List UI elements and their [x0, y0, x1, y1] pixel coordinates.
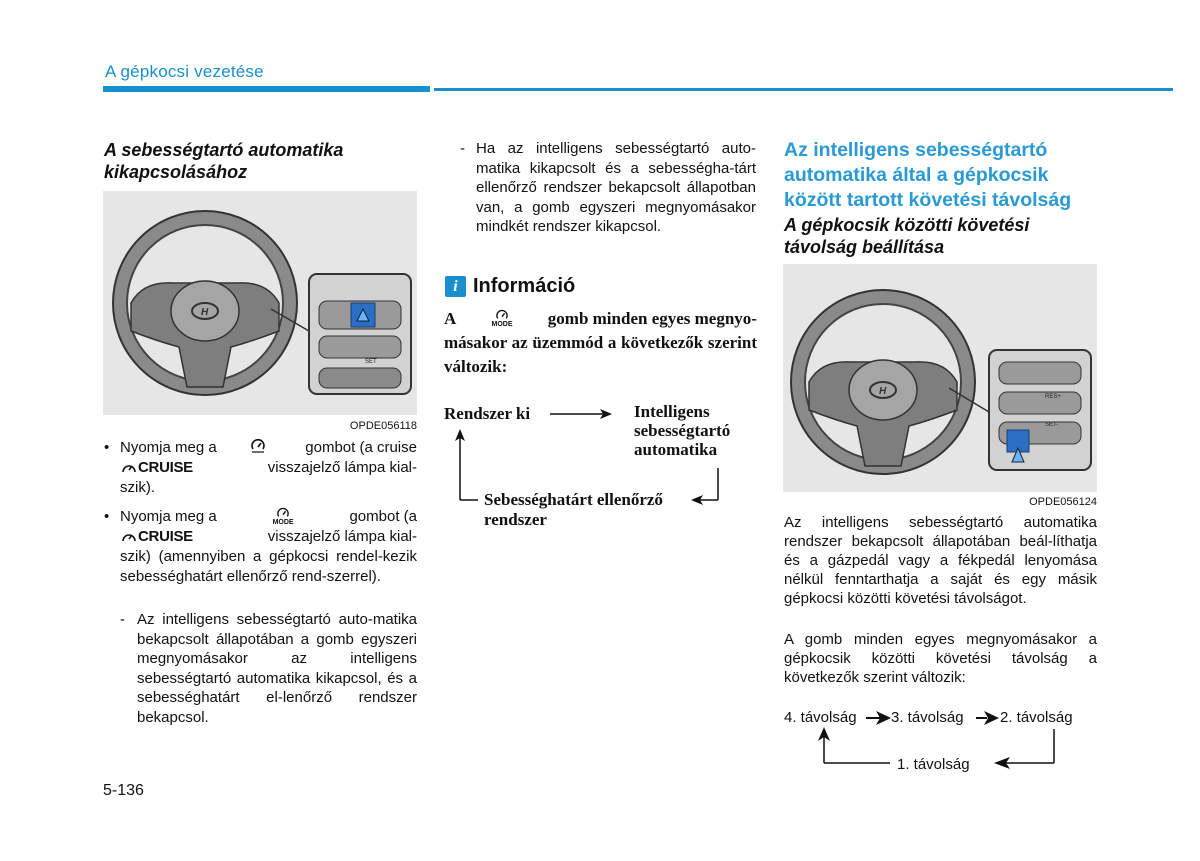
- distance-2: 2. távolság: [1000, 709, 1073, 726]
- bullet1-line1: [120, 438, 417, 460]
- info-title: Információ: [473, 275, 576, 297]
- right-heading-italic: A gépkocsik közötti követési távolság beállítása: [784, 215, 1030, 257]
- node-speed-limiter-l1: Sebességhatárt ellenőrző: [484, 490, 663, 509]
- bullet1-text-a: Nyomja meg a: [120, 439, 217, 456]
- steering-wheel-figure-2: [783, 264, 1097, 492]
- svg-text:H: H: [201, 307, 209, 318]
- dash-marker-left: -: [120, 611, 125, 628]
- info-text-rest: másakor az üzemmód a következők szerint változik:: [444, 333, 757, 376]
- bullet1-line3: szik).: [120, 479, 155, 496]
- info-text-a: A: [444, 309, 457, 328]
- svg-text:SET-: SET-: [1045, 422, 1059, 428]
- distance-1: 1. távolság: [897, 756, 970, 773]
- distance-flow-arrows: [780, 705, 1090, 777]
- page-number: 5-136: [103, 782, 144, 799]
- left-sub-dash: Az intelligens sebességtartó auto-matika bekapcsolt állapotában a gomb egyszeri megnyomásakor az intelligens sebességtartó automatika kikapcsol, és a sebességhatárt el-lenőrző rendszer bekapcsol.: [137, 611, 417, 726]
- info-mode-label: MODE: [491, 321, 513, 328]
- middle-dash-text: Ha az intelligens sebességtartó auto-matika kikapcsolt és a sebességha-tárt ellenőrző rendszer bekapcsolt állapotban van, a gomb egyszeri megnyomásakor mindkét rendszer kikapcsol.: [476, 140, 756, 235]
- bullet-marker-2: •: [104, 508, 110, 525]
- cruise-speed-icon: [250, 438, 272, 460]
- distance-4: 4. távolság: [784, 709, 857, 726]
- steering-wheel-illustration-2: [783, 264, 1097, 492]
- figure-caption-2: OPDE056124: [1029, 496, 1097, 508]
- left-heading: A sebességtartó automatika kikapcsolásához: [104, 140, 344, 182]
- cruise-indicator-icon-2: [120, 527, 193, 547]
- section-header: A gépkocsi vezetése: [105, 62, 264, 81]
- header-rule-left: [103, 86, 430, 92]
- svg-text:H: H: [879, 386, 887, 397]
- mode-label: MODE: [272, 519, 294, 526]
- cruise-label: CRUISE: [138, 459, 193, 476]
- node-system-off: Rendszer ki: [444, 404, 531, 423]
- steering-wheel-figure-1: [103, 191, 417, 415]
- bullet-marker-1: •: [104, 439, 110, 456]
- node-smart-cruise-l3: automatika: [634, 440, 718, 459]
- node-smart-cruise-l1: Intelligens: [634, 402, 710, 421]
- cruise-label-2: CRUISE: [138, 528, 193, 545]
- bullet2-line1: [120, 507, 417, 527]
- svg-text:SET: SET: [365, 359, 377, 365]
- bullet2-text-a: Nyomja meg a: [120, 508, 217, 526]
- cruise-indicator-icon: [120, 458, 193, 478]
- node-speed-limiter-l2: rendszer: [484, 510, 547, 529]
- info-line1: [444, 307, 757, 331]
- info-icon: i: [445, 276, 466, 297]
- bullet1-text-b: gombot (a cruise: [305, 439, 417, 456]
- bullet1-text-c: visszajelző lámpa kial-: [267, 459, 417, 476]
- mode-button-icon: [266, 507, 300, 527]
- steering-wheel-illustration: [103, 191, 417, 415]
- distance-3: 3. távolság: [891, 709, 964, 726]
- bullet2-rest: szik) (amennyiben a gépkocsi rendel-kezik sebességhatárt ellenőrző rend-szerrel).: [120, 548, 417, 585]
- right-para-2: A gomb minden egyes megnyomásakor a gépkocsik közötti követési távolság a következők szerint változik:: [784, 631, 1097, 686]
- mode-button-icon-info: [485, 309, 519, 329]
- mode-flow-arrows: [440, 400, 740, 530]
- header-rule-right: [434, 88, 1173, 91]
- svg-text:RES+: RES+: [1045, 394, 1061, 400]
- bullet2-text-c: visszajelző lámpa kial-: [267, 528, 417, 545]
- dash-marker-mid: -: [460, 140, 465, 157]
- figure-caption-1: OPDE056118: [349, 420, 417, 432]
- bullet2-line2: [120, 527, 417, 547]
- node-smart-cruise-l2: sebességtartó: [634, 421, 731, 440]
- bullet1-line2: [120, 458, 417, 478]
- info-text-b: gomb minden egyes megnyo-: [547, 309, 757, 328]
- right-heading-blue: Az intelligens sebességtartó automatika által a gépkocsik között tartott követési távolság: [784, 139, 1072, 211]
- bullet2-text-b: gombot (a: [349, 508, 417, 526]
- right-para-1: Az intelligens sebességtartó automatika rendszer bekapcsolt állapotában beál-líthatja és a gázpedál vagy a fékpedál lenyomása nélkül fenntarthatja a saját és egy másik gépkocsi közötti követési távolságot.: [784, 514, 1097, 607]
